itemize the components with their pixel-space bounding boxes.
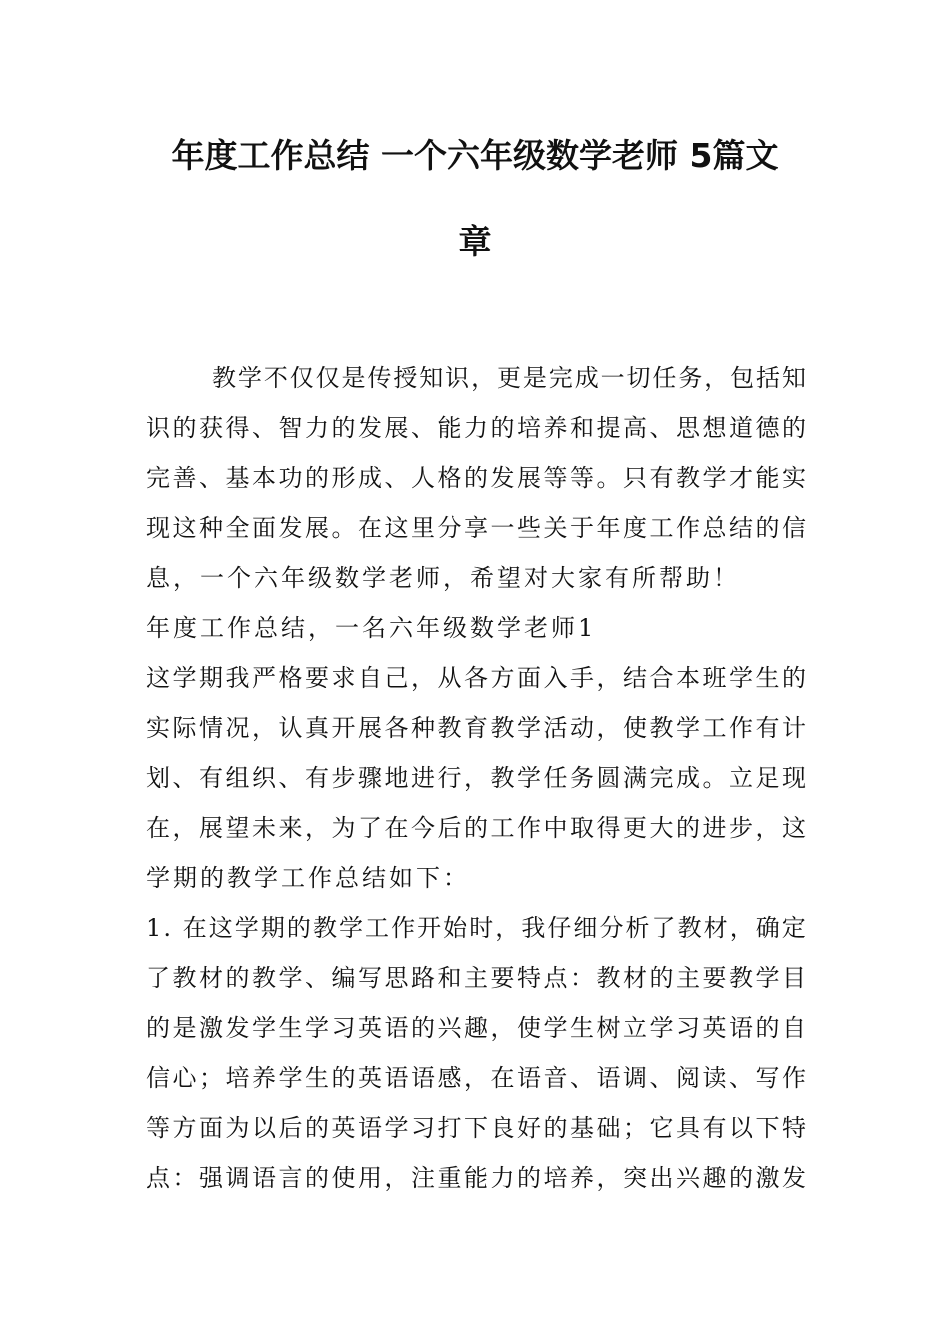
text-line: 年度工作总结，一名六年级数学老师1 <box>146 614 597 642</box>
text-line: 现 这 种 全 面 发 展 。 在 这 里 分 享 一 些 关 于 年 度 工 作 总 结 的 信 <box>146 514 806 542</box>
document-title-line-2: 章 <box>458 222 492 261</box>
text-line: 学期的教学工作总结如下： <box>146 864 470 892</box>
text-line: 1 . 在 这 学 期 的 教 学 工 作 开 始 时 ， 我 仔 细 分 析 了 教 材 ， 确 定 <box>146 914 806 942</box>
document-title-line-1: 年度工作总结 一个六年级数学老师 5篇文 <box>171 136 779 175</box>
document-body <box>146 353 806 1203</box>
text-line: 实 际 情 况 ， 认 真 开 展 各 种 教 育 教 学 活 动 ， 使 教 学 工 作 有 计 <box>146 714 806 742</box>
text-line: 了 教 材 的 教 学 、 编 写 思 路 和 主 要 特 点 ： 教 材 的 主 要 教 学 目 <box>146 964 806 992</box>
text-line: 点 ： 强 调 语 言 的 使 用 ， 注 重 能 力 的 培 养 ， 突 出 兴 趣 的 激 发 <box>146 1164 806 1192</box>
text-line: 完 善 、 基 本 功 的 形 成 、 人 格 的 发 展 等 等 。 只 有 教 学 才 能 实 <box>146 464 806 492</box>
text-line: 信 心 ； 培 养 学 生 的 英 语 语 感 ， 在 语 音 、 语 调 、 阅 读 、 写 作 <box>146 1064 806 1092</box>
text-line: 识 的 获 得 、 智 力 的 发 展 、 能 力 的 培 养 和 提 高 、 思 想 道 德 的 <box>146 414 806 442</box>
text-line: 在 ， 展 望 未 来 ， 为 了 在 今 后 的 工 作 中 取 得 更 大 的 进 步 ， 这 <box>146 814 806 842</box>
text-line: 划 、 有 组 织 、 有 步 骤 地 进 行 ， 教 学 任 务 圆 满 完 成 。 立 足 现 <box>146 764 806 792</box>
text-line: 息，一个六年级数学老师，希望对大家有所帮助！ <box>146 564 740 592</box>
text-line: 等 方 面 为 以 后 的 英 语 学 习 打 下 良 好 的 基 础 ； 它 具 有 以 下 特 <box>146 1114 806 1142</box>
text-line: 这 学 期 我 严 格 要 求 自 己 ， 从 各 方 面 入 手 ， 结 合 本 班 学 生 的 <box>146 664 806 692</box>
text-line: 的 是 激 发 学 生 学 习 英 语 的 兴 趣 ， 使 学 生 树 立 学 习 英 语 的 自 <box>146 1014 806 1042</box>
text-line: 教 学 不 仅 仅 是 传 授 知 识 ， 更 是 完 成 一 切 任 务 ， 包 括 知 <box>212 364 806 392</box>
